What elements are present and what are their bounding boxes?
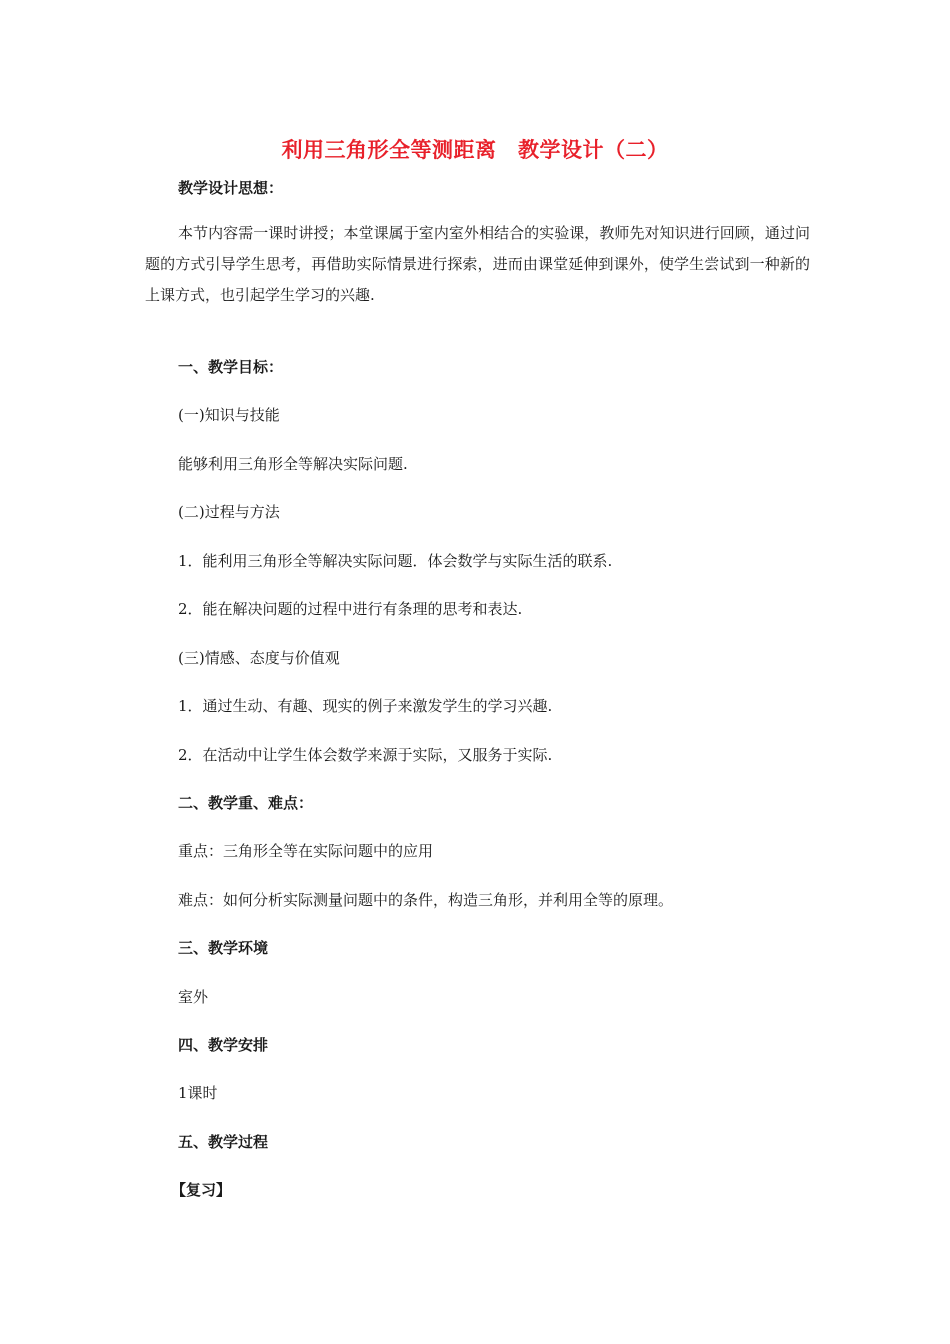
section-1-sub-3-item-1: 1．通过生动、有趣、现实的例子来激发学生的学习兴趣.: [178, 697, 553, 715]
section-1-sub-3-item-2: 2．在活动中让学生体会数学来源于实际，又服务于实际.: [178, 746, 553, 764]
section-1-sub-2-item-2: 2．能在解决问题的过程中进行有条理的思考和表达.: [178, 600, 523, 618]
section-4-heading: 四、教学安排: [178, 1036, 269, 1054]
section-5-heading: 五、教学过程: [178, 1133, 269, 1151]
section-1-sub-2: (二)过程与方法: [178, 503, 280, 521]
section-1-heading: 一、教学目标：: [178, 358, 284, 376]
section-3-heading: 三、教学环境: [178, 939, 269, 957]
design-paragraph: 本节内容需一课时讲授；本堂课属于室内室外相结合的实验课，教师先对知识进行回顾，通过问题的方式引导学生思考，再借助实际情景进行探索，进而由课堂延伸到课外，使学生尝试到一种新的上课方式，也引起学生学习的兴趣.: [145, 224, 810, 304]
section-2-heading: 二、教学重、难点：: [178, 794, 314, 812]
review-label: 【复习】: [171, 1181, 232, 1199]
section-1-sub-2-item-1: 1．能利用三角形全等解决实际问题．体会数学与实际生活的联系.: [178, 552, 613, 570]
design-heading: 教学设计思想：: [178, 179, 284, 197]
section-4-text: 1课时: [178, 1084, 218, 1102]
section-1-sub-1: (一)知识与技能: [178, 406, 280, 424]
difficult-point: 难点：如何分析实际测量问题中的条件，构造三角形，并利用全等的原理。: [178, 891, 674, 909]
document-title: 利用三角形全等测距离 教学设计（二）: [281, 138, 669, 162]
section-1-sub-1-text: 能够利用三角形全等解决实际问题.: [178, 455, 408, 473]
section-1-sub-3: (三)情感、态度与价值观: [178, 649, 340, 667]
key-point: 重点：三角形全等在实际问题中的应用: [178, 842, 434, 860]
section-3-text: 室外: [178, 988, 209, 1006]
